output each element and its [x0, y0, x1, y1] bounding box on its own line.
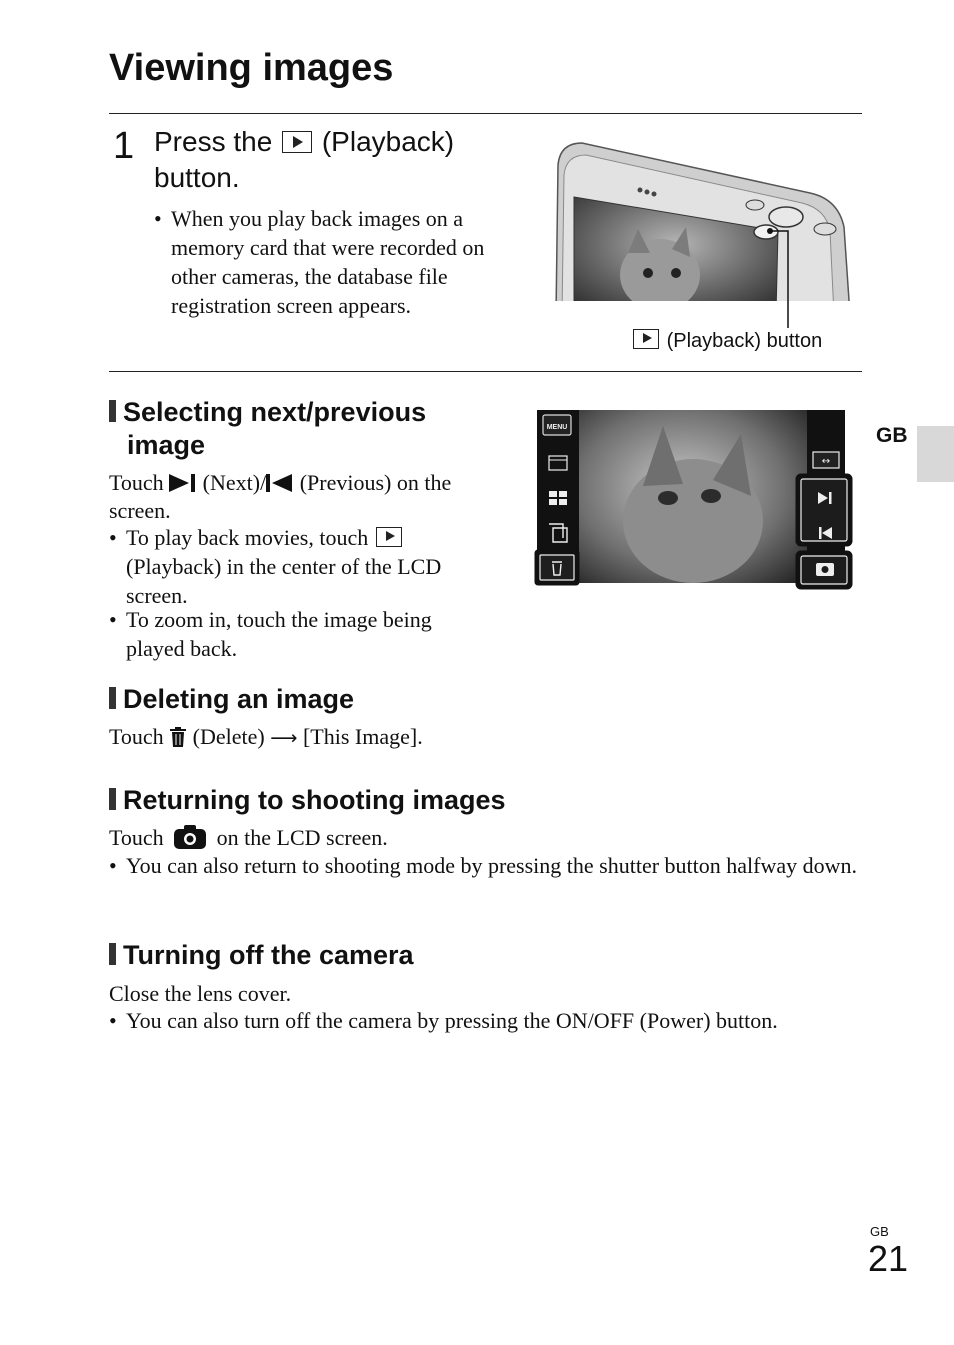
off-bullet-text: You can also turn off the camera by pressing the ON/OFF (Power) button.	[126, 1008, 778, 1033]
select-bullet-1-after: (Playback) in the center of the LCD screen.	[126, 554, 442, 608]
select-bullet-1	[109, 523, 489, 610]
page-number: 21	[868, 1238, 909, 1279]
delete-label: (Delete)	[192, 724, 265, 749]
menu-label: MENU	[546, 424, 568, 431]
camera-caption	[631, 328, 822, 354]
heading-marker	[109, 943, 116, 965]
off-instruction: Close the lens cover.	[109, 981, 292, 1006]
previous-label: (Previous) on the screen.	[109, 470, 452, 523]
section-heading-select-line2: image	[127, 430, 206, 460]
step-bullet-text: When you play back images on a memory card that were recorded on other cameras, the database file registration screen appears.	[171, 206, 485, 318]
section-heading-returning-text: Returning to shooting images	[123, 785, 506, 815]
heading-marker	[109, 687, 116, 709]
next-icon	[169, 474, 197, 492]
touch-label: Touch	[109, 470, 164, 495]
delete-instruction	[109, 723, 423, 752]
returning-bullet-text: You can also return to shooting mode by pressing the shutter button halfway down.	[126, 853, 858, 878]
select-instruction	[109, 469, 499, 525]
bullet-dot: •	[154, 206, 162, 231]
step-title-line2: button.	[154, 162, 240, 193]
select-bullet-2	[109, 605, 489, 663]
off-bullet	[109, 1006, 869, 1035]
heading-marker	[109, 400, 116, 422]
camera-illustration	[540, 135, 860, 360]
bullet-dot: •	[109, 607, 117, 632]
section-heading-select	[109, 396, 426, 462]
returning-bullet	[109, 851, 869, 880]
lcd-screen-illustration	[533, 406, 855, 592]
bullet-dot: •	[109, 525, 117, 550]
section-heading-off	[109, 939, 414, 972]
step-title	[154, 124, 534, 196]
step-bullet	[154, 204, 524, 320]
returning-instruction	[109, 824, 388, 852]
select-bullet-1-before: To play back movies, touch	[126, 525, 369, 550]
previous-icon	[266, 474, 294, 492]
trash-icon	[169, 726, 187, 748]
section-heading-select-line1: Selecting next/previous	[123, 397, 427, 427]
returning-rest: on the LCD screen.	[216, 825, 388, 850]
delete-target: [This Image].	[302, 724, 423, 749]
section-heading-returning	[109, 784, 506, 817]
bullet-dot: •	[109, 853, 117, 878]
step-title-before: Press the	[154, 126, 273, 157]
select-bullet-2-text: To zoom in, touch the image being played back.	[126, 607, 432, 661]
section-heading-delete-text: Deleting an image	[123, 684, 355, 714]
heading-marker	[109, 788, 116, 810]
playback-icon	[282, 131, 312, 153]
language-tab-label: GB	[876, 424, 908, 447]
camera-caption-text: (Playback) button	[666, 330, 823, 352]
svg-text:↔: ↔	[821, 456, 831, 467]
step-title-after: (Playback)	[321, 126, 455, 157]
section-heading-delete	[109, 683, 354, 716]
bullet-dot: •	[109, 1008, 117, 1033]
page-title: Viewing images	[109, 47, 394, 89]
playback-icon	[633, 329, 659, 349]
divider	[109, 113, 862, 114]
next-label: (Next)/	[202, 470, 267, 495]
divider	[109, 371, 862, 372]
arrow-right-icon: ⟶	[270, 727, 298, 749]
touch-label: Touch	[109, 825, 164, 850]
touch-label: Touch	[109, 724, 164, 749]
step-number: 1	[113, 125, 135, 167]
section-heading-off-text: Turning off the camera	[123, 940, 414, 970]
camera-icon	[173, 824, 207, 850]
language-tab	[917, 426, 954, 482]
playback-icon	[376, 527, 402, 547]
footer-language: GB	[870, 1224, 889, 1239]
